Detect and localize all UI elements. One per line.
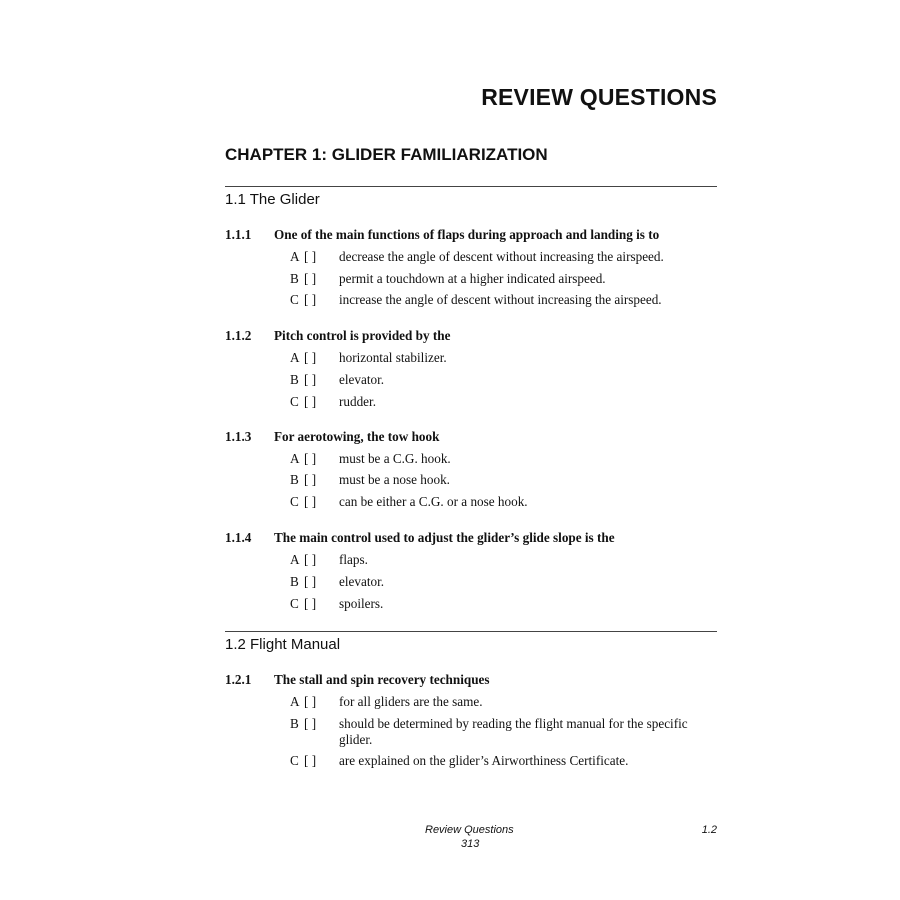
option-text: are explained on the glider’s Airworthiness Certificate. <box>339 753 629 768</box>
section-divider <box>225 631 717 632</box>
option-checkbox[interactable]: [ ] <box>304 694 317 709</box>
option-letter: B <box>290 271 299 286</box>
section-header-1-1 <box>225 186 717 208</box>
option-letter: B <box>290 372 299 387</box>
option-checkbox[interactable]: [ ] <box>304 753 317 768</box>
option-letter: A <box>290 350 300 365</box>
page-title: REVIEW QUESTIONS <box>481 84 717 110</box>
option-checkbox[interactable]: [ ] <box>304 716 317 731</box>
option-text: must be a nose hook. <box>339 472 450 487</box>
question-number: 1.2.1 <box>225 672 252 687</box>
option-checkbox[interactable]: [ ] <box>304 494 317 509</box>
question-number: 1.1.1 <box>225 227 252 242</box>
option-text: for all gliders are the same. <box>339 694 483 709</box>
option-text: rudder. <box>339 394 376 409</box>
option-text: spoilers. <box>339 596 384 611</box>
option-letter: C <box>290 753 299 768</box>
question-number: 1.1.2 <box>225 328 252 343</box>
option-letter: C <box>290 292 299 307</box>
option-text: decrease the angle of descent without increasing the airspeed. <box>339 249 664 264</box>
option-checkbox[interactable]: [ ] <box>304 596 317 611</box>
option-checkbox[interactable]: [ ] <box>304 574 317 589</box>
option-letter: C <box>290 596 299 611</box>
option-text: can be either a C.G. or a nose hook. <box>339 494 528 509</box>
option-checkbox[interactable]: [ ] <box>304 292 317 307</box>
option-checkbox[interactable]: [ ] <box>304 472 317 487</box>
option-text: elevator. <box>339 372 385 387</box>
question-number: 1.1.4 <box>225 530 252 545</box>
chapter-title: CHAPTER 1: GLIDER FAMILIARIZATION <box>225 145 548 164</box>
option-text: elevator. <box>339 574 385 589</box>
option-letter: A <box>290 451 300 466</box>
option-checkbox[interactable]: [ ] <box>304 451 317 466</box>
option-checkbox[interactable]: [ ] <box>304 394 317 409</box>
section-divider <box>225 186 717 187</box>
section-header-1-2 <box>225 631 717 653</box>
footer-label: Review Questions <box>425 824 514 836</box>
option-text: increase the angle of descent without increasing the airspeed. <box>339 292 662 307</box>
option-letter: C <box>290 494 299 509</box>
option-letter: C <box>290 394 299 409</box>
option-text: permit a touchdown at a higher indicated airspeed. <box>339 271 606 286</box>
option-checkbox[interactable]: [ ] <box>304 271 317 286</box>
option-letter: A <box>290 552 300 567</box>
option-checkbox[interactable]: [ ] <box>304 350 317 365</box>
question-text: One of the main functions of flaps during approach and landing is to <box>274 227 660 242</box>
option-letter: B <box>290 472 299 487</box>
option-letter: A <box>290 694 300 709</box>
section-title: 1.1 The Glider <box>225 191 320 208</box>
option-checkbox[interactable]: [ ] <box>304 552 317 567</box>
option-checkbox[interactable]: [ ] <box>304 249 317 264</box>
question-text: For aerotowing, the tow hook <box>274 429 440 444</box>
option-text: should be determined by reading the flight manual for the specific glider. <box>339 716 688 747</box>
option-text: flaps. <box>339 552 368 567</box>
option-letter: A <box>290 249 300 264</box>
option-text: horizontal stabilizer. <box>339 350 447 365</box>
option-text: must be a C.G. hook. <box>339 451 451 466</box>
option-letter: B <box>290 716 299 731</box>
option-checkbox[interactable]: [ ] <box>304 372 317 387</box>
question-text: The stall and spin recovery techniques <box>274 672 490 687</box>
document-page <box>225 0 717 900</box>
option-letter: B <box>290 574 299 589</box>
section-title: 1.2 Flight Manual <box>225 636 341 653</box>
footer-section-number: 1.2 <box>701 824 717 836</box>
question-number: 1.1.3 <box>225 429 252 444</box>
page-number: 313 <box>461 838 480 850</box>
question-text: Pitch control is provided by the <box>274 328 451 343</box>
question-text: The main control used to adjust the glider’s glide slope is the <box>274 530 615 545</box>
